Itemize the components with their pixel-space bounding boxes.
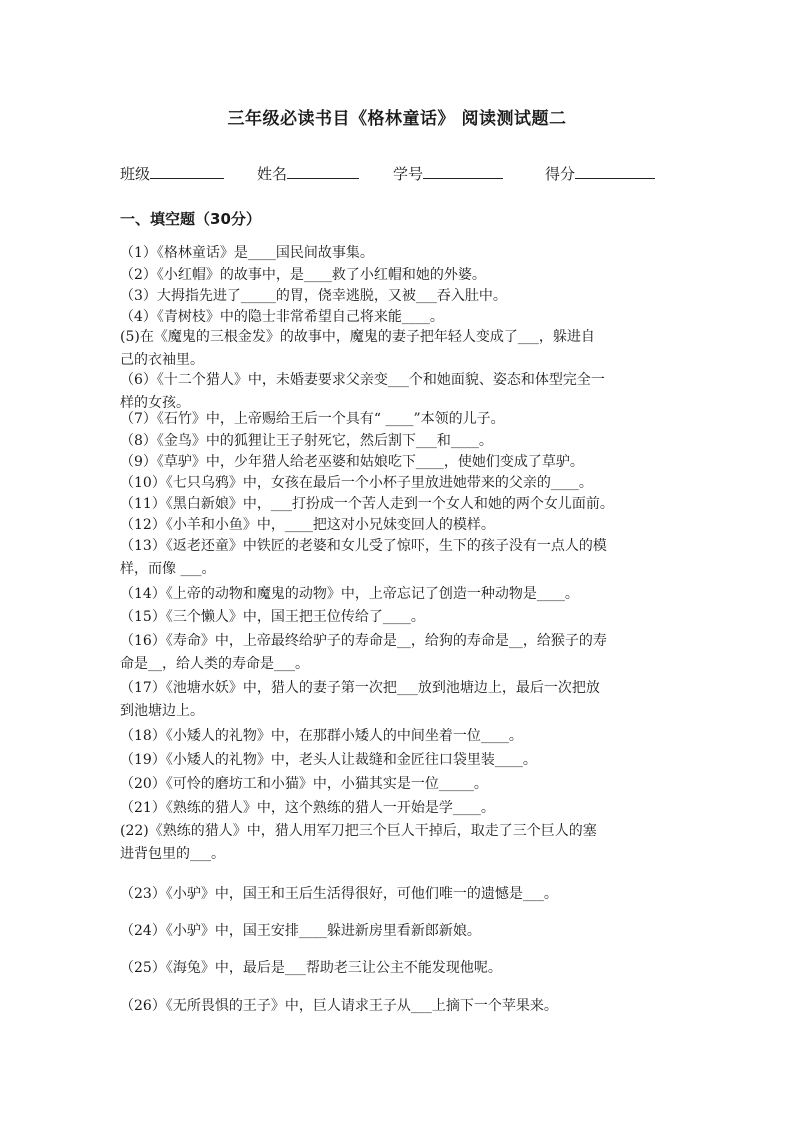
question-line: 样的女孩。 bbox=[120, 394, 190, 411]
question-line: （18）《小矮人的礼物》中，在那群小矮人的中间坐着一位____。 bbox=[120, 728, 523, 744]
question-line: （19）《小矮人的礼物》中，老头人让裁缝和金匠往口袋里装____。 bbox=[120, 752, 537, 768]
question-line: （2）《小红帽》的故事中，是____救了小红帽和她的外婆。 bbox=[120, 267, 486, 283]
question-line: （16）《寿命》中，上帝最终给驴子的寿命是__，给狗的寿命是__，给猴子的寿 bbox=[120, 633, 607, 649]
question-item bbox=[120, 797, 676, 820]
question-line: (5)在《魔鬼的三根金发》的故事中，魔鬼的妻子把年轻人变成了___，躲进自 bbox=[120, 329, 595, 345]
question-line: （17）《池塘水妖》中，猎人的妻子第一次把___放到池塘边上，最后一次把放 bbox=[120, 680, 600, 696]
section-heading: 一、填空题（30分） bbox=[120, 210, 261, 228]
score-blank bbox=[575, 163, 655, 179]
question-item bbox=[120, 264, 676, 287]
question-item bbox=[120, 995, 676, 1018]
question-item bbox=[120, 535, 676, 580]
question-line: （24）《小驴》中，国王安排____躲进新房里看新郎新娘。 bbox=[120, 923, 481, 939]
student-id-field bbox=[393, 163, 503, 184]
question-item bbox=[120, 773, 676, 796]
question-line: 进背包里的___。 bbox=[120, 845, 225, 862]
class-blank bbox=[150, 163, 224, 179]
question-item bbox=[120, 451, 676, 474]
question-line: （1）《格林童话》是____国民间故事集。 bbox=[120, 245, 374, 261]
student-id-label: 学号 bbox=[393, 165, 424, 183]
question-item bbox=[120, 920, 676, 943]
question-line: 样，而像 ___。 bbox=[120, 560, 216, 577]
class-label: 班级 bbox=[120, 165, 151, 183]
question-item bbox=[120, 493, 676, 516]
question-item bbox=[120, 957, 676, 980]
page-title: 三年级必读书目《格林童话》 阅读测试题二 bbox=[227, 109, 567, 129]
question-line: （7）《石竹》中，上帝赐给王后一个具有“ ____”本领的儿子。 bbox=[120, 411, 505, 427]
question-line: （23）《小驴》中，国王和王后生活得很好，可他们唯一的遗憾是___。 bbox=[120, 886, 558, 902]
name-label: 姓名 bbox=[257, 165, 288, 183]
question-line: （9）《草驴》中，少年猎人给老巫婆和姑娘吃下____，使她们变成了草驴。 bbox=[120, 454, 584, 470]
question-item bbox=[120, 326, 676, 371]
question-line: （15）《三个懒人》中，国王把王位传给了____。 bbox=[120, 609, 425, 625]
question-line: (22)《熟练的猎人》中，猎人用军刀把三个巨人干掉后，取走了三个巨人的塞 bbox=[120, 823, 597, 839]
question-item bbox=[120, 749, 676, 772]
name-blank bbox=[287, 163, 359, 179]
question-item bbox=[120, 883, 676, 906]
question-line: （3）大拇指先进了_____的胃，侥幸逃脱，又被___吞入肚中。 bbox=[120, 288, 507, 304]
question-line: 己的衣袖里。 bbox=[120, 351, 204, 368]
score-label: 得分 bbox=[545, 165, 576, 183]
question-item bbox=[120, 430, 676, 453]
question-item bbox=[120, 514, 676, 537]
class-field bbox=[120, 163, 224, 184]
question-line: （12）《小羊和小鱼》中，____把这对小兄妹变回人的模样。 bbox=[120, 517, 495, 533]
question-item bbox=[120, 408, 676, 431]
question-item bbox=[120, 630, 676, 675]
score-field bbox=[545, 163, 655, 184]
question-line: （14）《上帝的动物和魔鬼的动物》中，上帝忘记了创造一种动物是____。 bbox=[120, 586, 579, 602]
question-line: （25）《海兔》中，最后是___帮助老三让公主不能发现他呢。 bbox=[120, 960, 502, 976]
question-item bbox=[120, 820, 676, 865]
question-item bbox=[120, 285, 676, 308]
question-item bbox=[120, 583, 676, 606]
question-line: （8）《金鸟》中的狐狸让王子射死它，然后割下___和____。 bbox=[120, 433, 493, 449]
question-item bbox=[120, 677, 676, 722]
question-line: （11）《黑白新娘》中，___打扮成一个苦人走到一个女人和她的两个女儿面前。 bbox=[120, 496, 614, 512]
student-info-row bbox=[120, 163, 680, 185]
question-line: 到池塘边上。 bbox=[120, 702, 204, 719]
question-line: （10）《七只乌鸦》中，女孩在最后一个小杯子里放进她带来的父亲的____。 bbox=[120, 475, 593, 491]
question-line: （13）《返老还童》中铁匠的老婆和女儿受了惊吓，生下的孩子没有一点人的模 bbox=[120, 538, 607, 554]
question-item bbox=[120, 472, 676, 495]
question-line: （21）《熟练的猎人》中，这个熟练的猎人一开始是学____。 bbox=[120, 800, 495, 816]
question-item bbox=[120, 725, 676, 748]
question-item bbox=[120, 606, 676, 629]
question-item bbox=[120, 242, 676, 265]
question-line: （20）《可怜的磨坊工和小猫》中，小猫其实是一位_____。 bbox=[120, 776, 488, 792]
name-field bbox=[257, 163, 359, 184]
student-id-blank bbox=[423, 163, 503, 179]
question-line: （4）《青树枝》中的隐士非常希望自己将来能____。 bbox=[120, 309, 444, 325]
question-line: （26）《无所畏惧的王子》中，巨人请求王子从___上摘下一个苹果来。 bbox=[120, 998, 558, 1014]
question-line: 命是__，给人类的寿命是___。 bbox=[120, 655, 309, 672]
question-line: （6）《十二个猎人》中，未婚妻要求父亲变___个和她面貌、姿态和体型完全一 bbox=[120, 372, 605, 388]
